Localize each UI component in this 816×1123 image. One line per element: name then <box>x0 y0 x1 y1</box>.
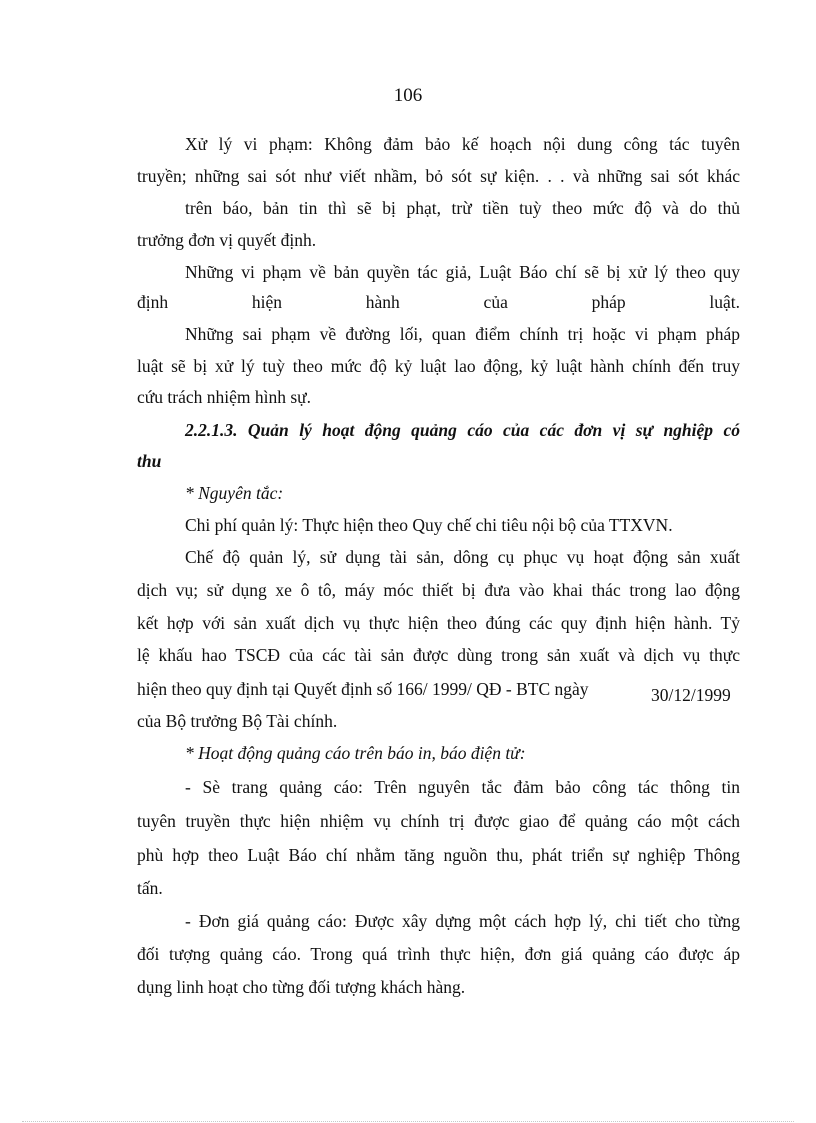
paragraph-line: hiện theo quy định tại Quyết định số 166/ 1999/ QĐ - BTC ngày <box>137 679 589 699</box>
paragraph-line: Những sai phạm về đường lối, quan điểm chính trị hoặc vi phạm pháp <box>185 324 740 344</box>
paragraph-line: Chế độ quản lý, sử dụng tài sản, dông cụ phục vụ hoạt động sản xuất <box>185 547 740 567</box>
paragraph-line: trưởng đơn vị quyết định. <box>137 230 317 250</box>
paragraph-line: - Sè trang quảng cáo: Trên nguyên tắc đảm bảo công tác thông tin <box>185 777 740 797</box>
paragraph-line: dụng linh hoạt cho từng đối tượng khách hàng. <box>137 977 466 997</box>
paragraph-line: Những vi phạm về bản quyền tác giả, Luật Báo chí sẽ bị xử lý theo quy <box>185 262 740 282</box>
page-bottom-divider <box>22 1121 794 1122</box>
paragraph-line: lệ khấu hao TSCĐ của các tài sản được dùng trong sản xuất và dịch vụ thực <box>137 645 740 665</box>
decision-date: 30/12/1999 <box>651 685 731 705</box>
paragraph-line: luật sẽ bị xử lý tuỳ theo mức độ kỷ luật lao động, kỷ luật hành chính đến truy <box>137 356 740 376</box>
paragraph-line: tấn. <box>137 878 163 898</box>
paragraph-line: Chi phí quản lý: Thực hiện theo Quy chế chi tiêu nội bộ của TTXVN. <box>185 515 673 535</box>
paragraph-line: cứu trách nhiệm hình sự. <box>137 387 312 407</box>
paragraph-line: dịch vụ; sử dụng xe ô tô, máy móc thiết bị đưa vào khai thác trong lao động <box>137 580 740 600</box>
paragraph-line: - Đơn giá quảng cáo: Được xây dựng một cách hợp lý, chi tiết cho từng <box>185 911 740 931</box>
paragraph-line: phù hợp theo Luật Báo chí nhằm tăng nguồn thu, phát triển sự nghiệp Thông <box>137 845 740 865</box>
paragraph-line: đối tượng quảng cáo. Trong quá trình thực hiện, đơn giá quảng cáo được áp <box>137 944 740 964</box>
subheading-advertising: * Hoạt động quảng cáo trên báo in, báo điện tử: <box>185 743 526 763</box>
paragraph-line: truyền; những sai sót như viết nhầm, bỏ sót sự kiện. . . và những sai sót khác <box>137 166 740 186</box>
section-heading: 2.2.1.3. Quản lý hoạt động quảng cáo của các đơn vị sự nghiệp có <box>185 420 740 440</box>
section-heading-continued: thu <box>137 451 162 471</box>
subheading-principles: * Nguyên tắc: <box>185 483 284 503</box>
paragraph-line: tuyên truyền thực hiện nhiệm vụ chính trị được giao để quảng cáo một cách <box>137 811 740 831</box>
paragraph-line: kết hợp với sản xuất dịch vụ thực hiện theo đúng các quy định hiện hành. Tỷ <box>137 613 740 633</box>
paragraph-line: trên báo, bản tin thì sẽ bị phạt, trừ tiền tuỳ theo mức độ và do thủ <box>185 198 740 218</box>
paragraph-line: Xử lý vi phạm: Không đảm bảo kế hoạch nội dung công tác tuyên <box>185 134 740 154</box>
paragraph-line: định hiện hành của pháp luật. <box>137 292 740 312</box>
page-number: 106 <box>393 85 423 106</box>
paragraph-line: của Bộ trưởng Bộ Tài chính. <box>137 711 338 731</box>
